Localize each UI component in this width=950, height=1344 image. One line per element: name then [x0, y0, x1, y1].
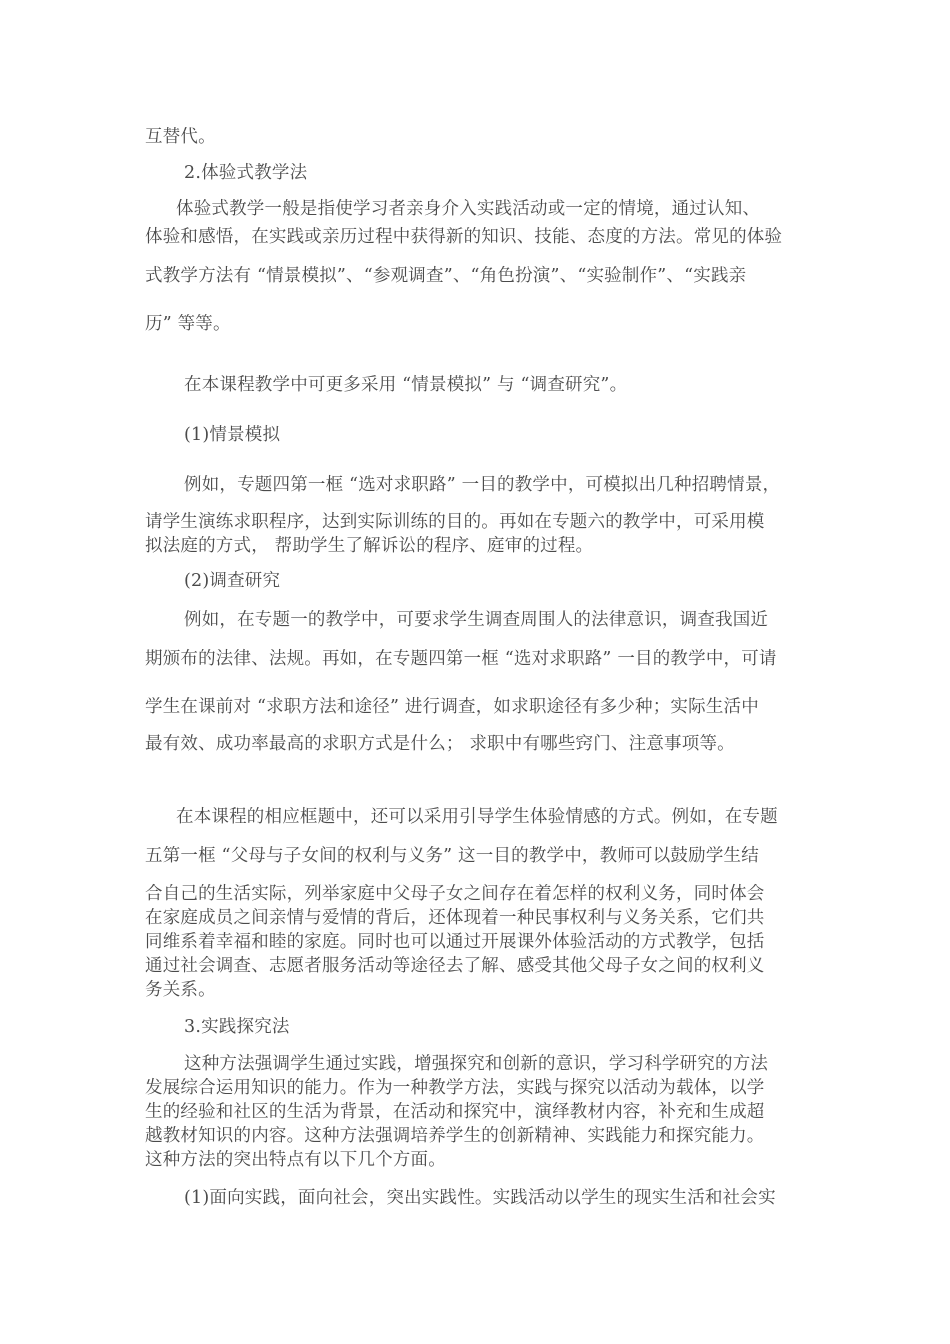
text-line: 发展综合运用知识的能力。作为一种教学方法，实践与探究以活动为载体，以学 — [145, 1078, 765, 1098]
text-line: 同维系着幸福和睦的家庭。同时也可以通过开展课外体验活动的方式教学，包括 — [145, 932, 765, 952]
text-line: 生的经验和社区的生活为背景，在活动和探究中，演绎教材内容，补充和生成超 — [145, 1102, 765, 1122]
text-line: 体验式教学一般是指使学习者亲身介入实践活动或一定的情境，通过认知、 — [176, 199, 761, 219]
text-line: 请学生演练求职程序，达到实际训练的目的。再如在专题六的教学中，可采用模 — [145, 512, 765, 532]
text-line: 合自己的生活实际，列举家庭中父母子女之间存在着怎样的权利义务，同时体会 — [145, 884, 765, 904]
text-line: 例如，专题四第一框 “选对求职路” 一目的教学中，可模拟出几种招聘情景， — [184, 475, 781, 495]
text-line: 期颁布的法律、法规。再如，在专题四第一框 “选对求职路” 一目的教学中，可请 — [145, 649, 777, 669]
subsection-heading-1: (1)情景模拟 — [184, 425, 281, 445]
text-line: 越教材知识的内容。这种方法强调培养学生的创新精神、实践能力和探究能力。 — [145, 1126, 765, 1146]
text-line: 务关系。 — [145, 980, 216, 1000]
text-line: (1)面向实践，面向社会，突出实践性。实践活动以学生的现实生活和社会实 — [184, 1188, 776, 1208]
text-line: 学生在课前对 “求职方法和途径” 进行调查，如求职途径有多少种；实际生活中 — [145, 697, 759, 717]
text-line: 互替代。 — [145, 127, 216, 147]
text-line: 历” 等等。 — [145, 314, 231, 334]
section-heading-2: 2.体验式教学法 — [184, 163, 308, 183]
text-line: 在本课程教学中可更多采用 “情景模拟” 与 “调查研究”。 — [184, 375, 628, 395]
text-line: 式教学方法有 “情景模拟”、“参观调查”、“角色扮演”、“实验制作”、“实践亲 — [145, 266, 747, 286]
text-line: 通过社会调查、志愿者服务活动等途径去了解、感受其他父母子女之间的权利义 — [145, 956, 765, 976]
text-line: 最有效、成功率最高的求职方式是什么； 求职中有哪些窍门、注意事项等。 — [145, 734, 735, 754]
text-line: 五第一框 “父母与子女间的权利与义务” 这一目的教学中，教师可以鼓励学生结 — [145, 846, 759, 866]
text-line: 拟法庭的方式， 帮助学生了解诉讼的程序、庭审的过程。 — [145, 536, 594, 556]
text-line: 这种方法的突出特点有以下几个方面。 — [145, 1150, 446, 1170]
text-line: 例如，在专题一的教学中，可要求学生调查周围人的法律意识，调查我国近 — [184, 610, 769, 630]
text-line: 体验和感悟，在实践或亲历过程中获得新的知识、技能、态度的方法。常见的体验 — [145, 227, 783, 247]
section-heading-3: 3.实践探究法 — [184, 1017, 290, 1037]
text-line: 在家庭成员之间亲情与爱情的背后，还体现着一种民事权利与义务关系，它们共 — [145, 908, 765, 928]
text-line: 在本课程的相应框题中，还可以采用引导学生体验情感的方式。例如，在专题 — [176, 807, 778, 827]
subsection-heading-2: (2)调查研究 — [184, 571, 281, 591]
text-line: 这种方法强调学生通过实践，增强探究和创新的意识，学习科学研究的方法 — [184, 1054, 769, 1074]
